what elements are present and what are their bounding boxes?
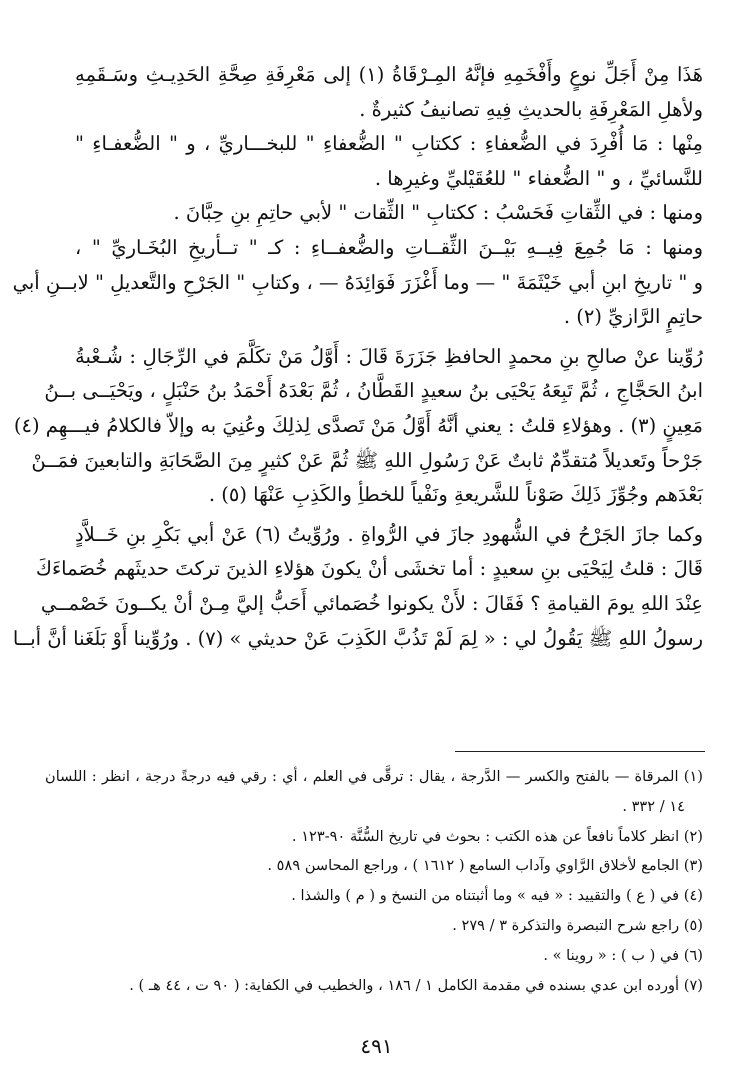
footnote: (٤) في ( ع ) والتقييد : « فيه » وما أثبتناه من النسخ و ( م ) والشذا . (291, 887, 703, 905)
text-line: مَعِينٍ (٣) . وهؤلاءِ قلتُ : يعني أنَّهُ أَوَّلُ مَنْ تَصدَّى لِذلِكَ وعُنِيَ به وإلاّ فالكلامُ فيـــهِم (٤) (13, 413, 703, 437)
text-line: رُوِّينا عنْ صالحِ بنِ محمدٍ الحافظِ جَزَرَةَ قَالَ : أَوَّلُ مَنْ تكَلَّمَ في الرِّجَالِ : شُـعْبةُ (75, 344, 703, 368)
text-line: للنَّسائيِّ ، و " الضُّعفاء " للعُقَيْليِّ وغيرِها . (374, 166, 703, 190)
text-line: جَرْحاً وتَعديلاً مُتقدِّمٌ ثابتٌ عَنْ رَسُولِ اللهِ ﷺ ثُمَّ عَنْ كثيرٍ مِنَ الصَّحَابَةِ والتابعينَ فمَــنْ (31, 448, 703, 472)
main-text (12, 58, 703, 656)
text-line: عِنْدَ اللهِ يومَ القيامةِ ؟ فَقَالَ : لأَنْ يكونوا خُصَمائي أَحَبُّ إليَّ مِـنْ أنْ يكــونَ خَصْمــي (40, 591, 703, 615)
footnote: (٥) راجع شرح التبصرة والتذكرة ٣ / ٢٧٩ . (452, 916, 703, 934)
text-line: قَالَ : قلتُ لِيَحْيَى بنِ سعيدٍ : أما تخشَى أنْ يكونَ هؤلاءِ الذينَ تركتَ حديثَهم خُصَماءَكَ (35, 557, 703, 581)
footnote-divider (455, 751, 705, 752)
text-line: و " تاريخِ ابنِ أبي خَيْثَمَةَ " — وما أَغْزَرَ فَوَائِدَهُ — ، وكتابِ " الجَرْحِ والتَّعديلِ " لابــنِ أبي (12, 270, 703, 294)
text-line: حاتِمٍ الرَّازيِّ (٢) . (563, 305, 703, 329)
text-line: ومنها : في الثِّقاتِ فَحَسْبُ : ككتابِ " الثِّقات " لأبي حاتِمِ بنِ حِبَّانَ . (173, 201, 703, 225)
text-line: هَذَا مِنْ أَجَلِّ نوعٍ وأَفْخَمِهِ فإنَّهُ المِـرْقَاةُ (١) إلى مَعْرِفَةِ صِحَّةِ الحَدِيـثِ وسَـقَمِهِ (75, 63, 703, 86)
footnotes (45, 762, 703, 1000)
text-line: بَعْدَهم وجُوِّزَ ذَلِكَ صَوْناً للشَّريعةِ ونَفْياً للخطأِ والكَذِبِ عَنْهَا (٥) . (208, 483, 703, 507)
footnote: (٧) أورده ابن عدي بسنده في مقدمة الكامل ١ / ١٨٦ ، والخطيب في الكفاية: ( ٩٠ ت ، ٤٤ هـ ) . (129, 976, 703, 994)
text-line: رسولُ اللهِ ﷺ يَقُولُ لي : « لِمَ لَمْ تَذُبَّ الكَذِبَ عَنْ حديثي » (٧) . ورُوِّينا أَوْ بَلَغَنا أنَّ أبــا (12, 626, 703, 650)
text-line: وكما جازَ الجَرْحُ في الشُّهودِ جازَ في الرُّواةِ . ورُوِّيتُ (٦) عَنْ أبي بَكْرِ بنِ خَــلاَّدٍ (75, 522, 703, 546)
text-line: ولأهلِ المَعْرِفَةِ بالحديثِ فِيهِ تصانيفُ كثيرةٌ . (359, 97, 703, 121)
page-number: ٤٩١ (360, 1034, 393, 1058)
footnote: (١) المرقاة — بالفتح والكسر — الدَّرجة ، يقال : ترقَّى في العلم ، أي : رقي فيه درجةً درجة ، انظر : اللسان (45, 768, 703, 785)
footnote: (٣) الجامع لأخلاق الرَّاوي وآداب السامع ( ١٦١٢ ) ، وراجع المحاسن ٥٨٩ . (267, 857, 703, 875)
text-line: مِنْها : مَا أُفْرِدَ في الضُّعفاءِ : ككتابِ " الضُّعفاءِ " للبخـــاريِّ ، و " الضُّعفـاءِ " (75, 132, 703, 156)
footnote: (٦) في ( ب ) : « روينا » . (543, 946, 703, 964)
text-line: ابنُ الحَجَّاجِ ، ثُمَّ تَبِعَهُ يَحْيَى بنُ سعيدٍ القَطَّانُ ، ثُمَّ بَعْدَهُ أَحْمَدُ بنُ حَنْبَلٍ ، ويَحْيَــى بــنُ (44, 379, 703, 403)
footnote: ١٤ / ٣٣٢ . (622, 797, 685, 815)
footnote: (٢) انظر كلاماً نافعاً عن هذه الكتب : بحوث في تاريخ السُّنَّة ٩٠-١٢٣ . (291, 827, 703, 845)
text-line: ومنها : مَا جُمِعَ فِيــهِ بَيْــنَ الثِّقــاتِ والضُّعفــاءِ : كـ " تــأريخِ البُخَـاريِّ " ، (75, 235, 703, 259)
